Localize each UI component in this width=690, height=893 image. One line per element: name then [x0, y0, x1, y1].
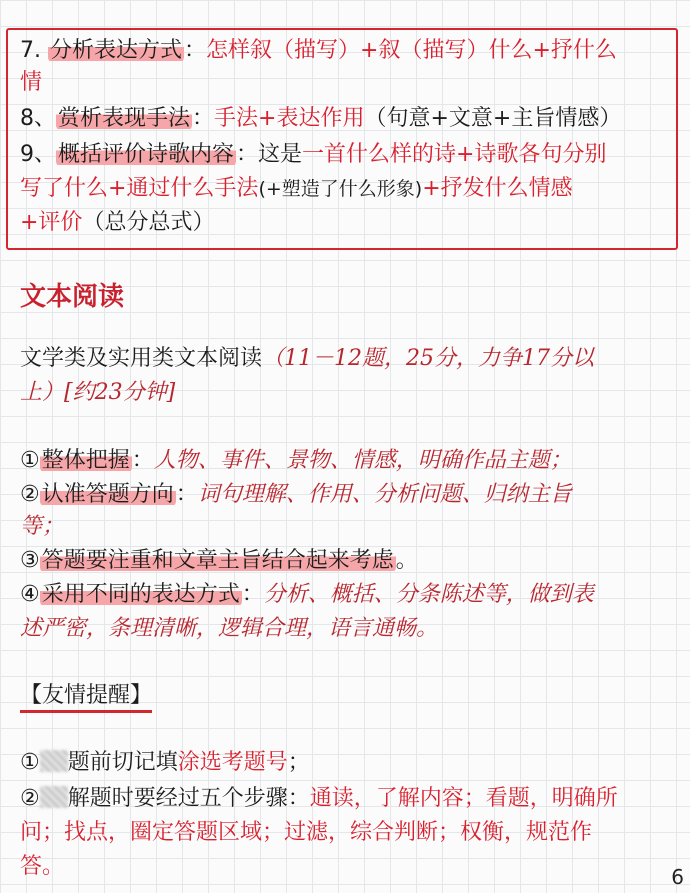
reminder-body-red: 涂选考题号 — [177, 750, 288, 775]
colon: ： — [184, 38, 207, 63]
item-9-line2 — [20, 174, 573, 204]
point-body: 分析、概括、分条陈述等，做到表 — [263, 582, 594, 607]
intro-text: 文学类及实用类文本阅读 — [20, 346, 263, 371]
point-body: 词句理解、作用、分析问题、归纳主旨 — [197, 482, 572, 507]
item-body-red: 写了什么+通过什么手法 — [20, 176, 259, 201]
reminder-body-red: 通读，了解内容；看题，明确所 — [309, 786, 618, 811]
item-heading: 概括评价诗歌内容 — [58, 142, 235, 167]
reminder-2-line3: 答。 — [20, 854, 65, 879]
point-heading: 认准答题方向 — [41, 482, 174, 507]
point-2-cont: 等； — [20, 514, 65, 539]
item-body-red: 一首什么样的诗+诗歌各句分别 — [302, 142, 607, 167]
blurred-mark-icon — [40, 786, 68, 808]
item-heading: 分析表达方式 — [50, 38, 183, 63]
point-4 — [20, 580, 594, 610]
item-number: 9、 — [20, 142, 56, 167]
point-number: ① — [20, 448, 40, 473]
point-heading: 整体把握 — [41, 448, 130, 473]
item-number: 8、 — [20, 106, 56, 131]
tip-label — [20, 678, 152, 709]
reminder-2 — [20, 784, 618, 814]
colon: ： — [236, 142, 259, 167]
item-9 — [20, 140, 606, 170]
reminder-number: ① — [20, 750, 40, 775]
reminder-body: 题前切记填 — [67, 750, 178, 775]
reminder-1 — [20, 748, 310, 778]
item-number: 7. — [20, 38, 41, 63]
intro-line — [20, 344, 594, 374]
point-heading: 答题要注重和文章主旨结合起来考虑 — [41, 548, 394, 573]
item-body-red: +抒发什么情感 — [422, 176, 573, 201]
tip-label-text: 【友情提醒】 — [20, 683, 152, 713]
item-body: 手法+表达作用 — [214, 106, 365, 131]
item-body-note: （总分总式） — [82, 210, 215, 235]
reminder-body: 解题时要经过五个步骤： — [67, 786, 310, 811]
point-3 — [20, 546, 418, 576]
point-number: ② — [20, 482, 40, 507]
punctuation: 。 — [395, 548, 418, 573]
colon: ： — [241, 582, 264, 607]
point-4-cont: 述严密，条理清晰，逻辑合理，语言通畅。 — [20, 616, 439, 641]
item-body: 这是 — [258, 142, 303, 167]
item-9-line3 — [20, 208, 214, 238]
section-title: 文本阅读 — [20, 282, 125, 312]
reminder-number: ② — [20, 786, 40, 811]
point-number: ③ — [20, 548, 40, 573]
item-body-note: (+塑造了什么形象) — [258, 178, 423, 200]
point-heading: 采用不同的表达方式 — [41, 582, 240, 607]
item-8 — [20, 104, 621, 134]
point-1 — [20, 446, 572, 476]
item-7 — [20, 36, 617, 66]
intro-note-cont: 上）[约23分钟] — [20, 380, 176, 405]
colon: ： — [192, 106, 215, 131]
colon: ： — [175, 482, 198, 507]
item-body: 怎样叙（描写）+叙（描写）什么+抒什么 — [206, 38, 617, 63]
blurred-mark-icon — [40, 750, 68, 772]
intro-note: （11－12题，25分，力争17分以 — [262, 346, 594, 371]
item-heading: 赏析表现手法 — [58, 106, 191, 131]
page-number: 6 — [671, 865, 684, 889]
punctuation: ； — [287, 750, 310, 775]
point-2 — [20, 480, 572, 510]
item-7-cont: 情 — [20, 70, 43, 95]
colon: ： — [131, 448, 154, 473]
item-body-red: +评价 — [20, 210, 83, 235]
item-body-note: （句意+文意+主旨情感） — [364, 106, 622, 131]
point-body: 人物、事件、景物、情感，明确作品主题； — [153, 448, 572, 473]
reminder-2-line2: 问；找点，圈定答题区域；过滤，综合判断；权衡，规范作 — [20, 820, 593, 845]
point-number: ④ — [20, 582, 40, 607]
